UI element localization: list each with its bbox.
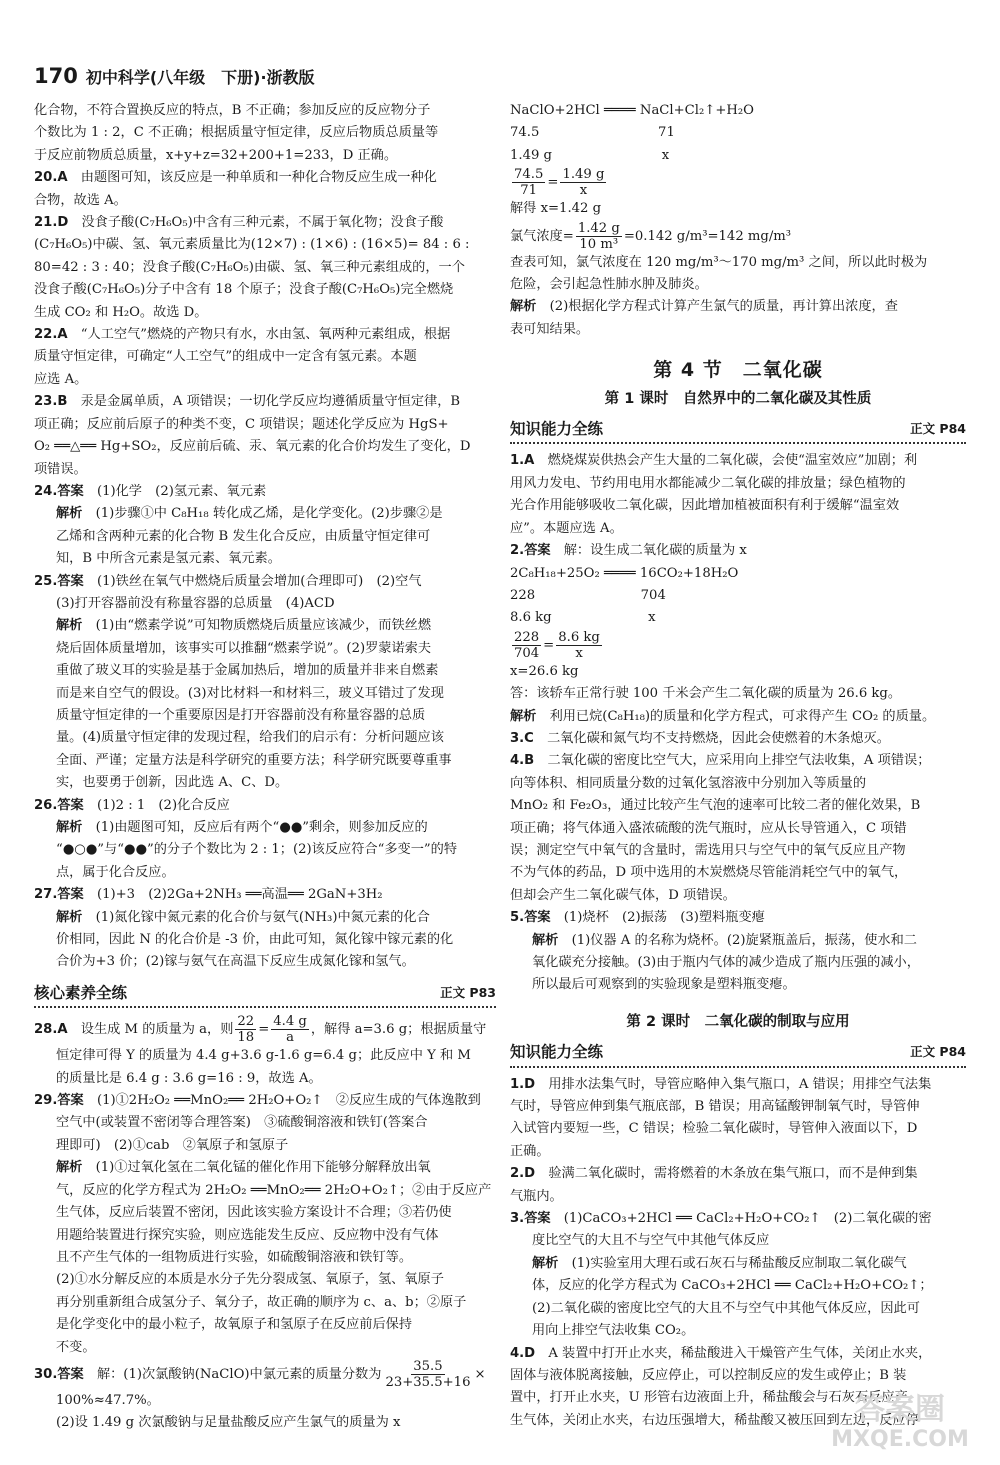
q-number: 5. [510, 910, 525, 926]
fraction-denominator: x [579, 183, 588, 199]
fraction [271, 1014, 309, 1045]
q-number: 1.A [510, 453, 535, 469]
fraction [383, 1359, 472, 1390]
text-line: (1)氮化镓中氮元素的化合价与氨气(NH₃)中氮元素的化合 [95, 909, 430, 925]
q30 [34, 1359, 496, 1435]
mass-row: 228 704 [510, 587, 666, 603]
analysis-label: 解析 [532, 1255, 559, 1271]
r-q2: 2.答案 解：设生成二氧化碳的质量为 x 2C₈H₁₈+25O₂ ════ 16CO₂+18H₂O 228 704 8.6 kg x $\frac{228}{704}$ = $\frac{8.6 kg}{x}$ x=26.6 kg 答：该轿车正常行驶 100 千米会产生二氧化碳的质量为 26.6 kg。 解析 利用已烷(C₈H₁₈)的质量和化学方程式，可求得产生 CO₂ 的质量。 [510, 540, 966, 728]
text-line: 量。(4)质量守恒定律的发现过程，给我们的启示有：分析问题应该 [56, 730, 444, 746]
text-line: 向等体积、相同质量分数的过氧化氢溶液中分别加入等质量的 [510, 775, 867, 791]
q-number: 3. [510, 1211, 525, 1227]
fraction-denominator: 71 [520, 183, 538, 199]
text-line: 不为气体的药品，D 项中选用的木炭燃烧尽管能消耗空气中的氧气， [510, 865, 908, 881]
text-line: 价相同，因此 N 的化合价是 -3 价，由此可知，氮化镓中镓元素的化 [56, 932, 454, 948]
text-line: 燃烧煤炭供热会产生大量的二氧化碳，会使“温室效应”加剧；利 [547, 453, 918, 469]
text-line: 解：(1)次氯酸钠(NaClO)中氯元素的质量分数为 [96, 1366, 382, 1382]
fraction-numerator: 74.5 [514, 167, 544, 183]
text-line: 验满二氧化碳时，需将燃着的木条放在集气瓶口，而不是伸到集 [548, 1166, 918, 1182]
fraction [512, 167, 545, 198]
answer-label: 答案 [57, 797, 84, 813]
fraction [512, 630, 541, 661]
analysis-label: 解析 [56, 1160, 83, 1176]
text-line: 用风力发电、节约用电用水都能减少二氧化碳的排放量；绿色植物的 [510, 475, 906, 491]
page-reference: 正文 P84 [910, 1044, 966, 1060]
q-number: 22.A [34, 327, 68, 343]
text-line: 项正确；将气体通入盛浓硫酸的洗气瓶时，应从长导管通入，C 项错 [510, 820, 907, 836]
page-reference: 正文 P84 [910, 421, 966, 437]
text-line: 是化学变化中的最小粒子，故氧原子和氢原子在反应前后保持 [56, 1317, 413, 1333]
answer-label: 答案 [57, 1093, 84, 1109]
text-line: 全面、严谨；定量方法是科学研究的重要方法；科学研究既要尊重事 [56, 752, 452, 768]
q24 [34, 481, 496, 571]
q-number: 26. [34, 797, 58, 813]
q-number: 29. [34, 1093, 58, 1109]
text-line: 氯气浓度= [510, 228, 574, 244]
answer-text: (3)打开容器前没有称量容器的总质量 (4)ACD [56, 595, 335, 611]
s-q3 [510, 1208, 966, 1342]
q-number: 23.B [34, 394, 68, 410]
page-header [34, 64, 315, 88]
answer-text: 度比空气的大且不与空气中其他气体反应 [532, 1233, 770, 1249]
fraction [576, 221, 622, 252]
analysis-label: 解析 [510, 708, 537, 724]
text-line: 查表可知，氯气浓度在 120 mg/m³～170 mg/m³ 之间，所以此时极为 [510, 254, 928, 270]
text-line: x=26.6 kg [510, 663, 579, 679]
q-number: 30. [34, 1366, 58, 1382]
text-line: (1)由题图可知，反应后有两个“●●”剩余，则参加反应的 [95, 820, 428, 835]
text-line: 解得 x=1.42 g [510, 201, 602, 217]
text-line: 乙烯和含两种元素的化合物 B 发生化合反应，由质量守恒定律可 [56, 528, 431, 544]
text-line: =0.142 g/m³=142 mg/m³ [623, 228, 792, 244]
text-line: 汞是金属单质，A 项错误；一切化学反应均遵循质量守恒定律，B [80, 394, 461, 410]
text-line: 生成 CO₂ 和 H₂O。故选 D。 [34, 304, 208, 320]
answer-text: 理即可) (2)①cab ②氧原子和氢原子 [56, 1137, 289, 1153]
fraction-numerator: 1.49 g [562, 167, 605, 183]
text-line: 没食子酸(C₇H₆O₅)分子中含有 18 个原子；没食子酸(C₇H₆O₅)完全燃烧 [34, 282, 454, 298]
q-number: 4.B [510, 753, 535, 769]
text-line: 入试管内要短一些，C 错误；检验二氧化碳时，导管伸入液面以下，D [510, 1121, 918, 1137]
chemical-equation: NaClO+2HCl ════ NaCl+Cl₂↑+H₂O [510, 103, 754, 118]
q28 [34, 1014, 496, 1090]
text-line: 氧化碳充分接触。(3)由于瓶内气体的减少造成了瓶内压强的减小， [532, 955, 920, 970]
core-literacy-bar [34, 982, 496, 1008]
text-line: 项正确；反应前后原子的种类不变，C 项错误；题述化学反应为 HgS+ [34, 416, 449, 432]
text-line: 再分别重新组合成氢分子、氧分子，故正确的顺序为 c、a、b；②原子 [56, 1294, 467, 1310]
text-line: 用向上排空气法收集 CO₂。 [532, 1323, 695, 1339]
text-line: 质量守恒定律，可确定“人工空气”的组成中一定含有氢元素。本题 [34, 349, 417, 365]
text-line: (1)由“燃素学说”可知物质燃烧后质量应该减少，而铁丝燃 [95, 618, 432, 634]
answer-label: 答案 [57, 1366, 84, 1382]
text-line: 设生成 M 的质量为 a，则 [80, 1022, 234, 1038]
text-line: 80=42 : 3 : 40；没食子酸(C₇H₆O₅)由碳、氢、氧三种元素组成的，一个 [34, 259, 465, 275]
text-line: 恒定律可得 Y 的质量为 4.4 g+3.6 g-1.6 g=6.4 g；此反应中 Y 和 M [56, 1048, 471, 1064]
text-line: 由题图可知，该反应是一种单质和一种化合物反应生成一种化 [80, 170, 437, 186]
fraction-denominator: 23+35.5+16 [385, 1374, 471, 1390]
fraction [235, 1014, 256, 1045]
answer-text: (1)铁丝在氧气中燃烧后质量会增加(合理即可) (2)空气 [96, 573, 422, 589]
analysis-label: 解析 [510, 299, 537, 315]
r-q4 [510, 750, 966, 907]
answer-label: 答案 [57, 483, 84, 499]
text-line: 用题给装置进行探究实验，则应选能发生反应、反应物中没有气体 [56, 1227, 439, 1243]
analysis-label: 解析 [56, 820, 83, 835]
q-number: 20.A [34, 170, 68, 186]
text-line: ，解得 a=3.6 g；根据质量守 [310, 1022, 487, 1038]
fraction-numerator: 1.42 g [577, 220, 620, 236]
text-line: A 装置中打开止水夹，稀盐酸进入干燥管产生气体，关闭止水夹， [548, 1345, 932, 1361]
text-line: “人工空气”燃烧的产物只有水，水由氢、氧两种元素组成，根据 [80, 327, 451, 343]
text-line: 二氧化碳的密度比空气大，应采用向上排空气法收集，A 项错误； [547, 753, 931, 769]
q-number: 2.D [510, 1166, 536, 1182]
text-line: (1)实验室用大理石或石灰石与稀盐酸反应制取二氧化碳气 [571, 1255, 907, 1271]
text-line: × [474, 1366, 486, 1382]
answer-label: 答案 [57, 573, 84, 589]
text-line: 个数比为 1 : 2，C 不正确；根据质量守恒定律，反应后物质总质量等 [34, 125, 439, 141]
page-number: 170 [34, 64, 78, 88]
answer-text: (1)①2H₂O₂ ══MnO₂══ 2H₂O+O₂↑ ②反应生成的气体逸散到 [96, 1093, 481, 1109]
text-line: 气，反应的化学方程式为 2H₂O₂ ══MnO₂══ 2H₂O+O₂↑；②由于反应产 [56, 1182, 492, 1198]
fraction-numerator: 22 [237, 1014, 255, 1030]
text-line: 生气体，反应后装置不密闭，因此该实验方案设计不合理；③若仍使 [56, 1205, 452, 1221]
answer-text: (1)2 : 1 (2)化合反应 [96, 797, 230, 813]
text-line: 利用已烷(C₈H₁₈)的质量和化学方程式，可求得产生 CO₂ 的质量。 [549, 708, 936, 724]
answer-text: 解：设生成二氧化碳的质量为 x [563, 543, 747, 559]
text-line: (2)根据化学方程式计算产生氯气的质量，再计算出浓度，查 [549, 299, 898, 315]
fraction-numerator: 4.4 g [273, 1014, 307, 1030]
answer-label: 答案 [524, 1211, 551, 1227]
analysis-label: 解析 [56, 618, 83, 634]
s-q1 [510, 1074, 966, 1164]
chlorine-calc: NaClO+2HCl ════ NaCl+Cl₂↑+H₂O 74.5 71 1.49 g x $\frac{74.5}{71}$ = $\frac{1.49 g}{x}$ 解得 x=1.42 g 氯气浓度= $\frac{1.42 g}{\text{10 m³}}$ =0.142 g/m³=142 mg/m³ 查表可知，氯气浓度在 120 mg/m³～170 mg/m³ 之间，所以此时极为 危险，会引起急性肺水肿及肺炎。 解析 (2)根据化学方程式计算产生氯气的质量，再计算出浓度，查 表可知结果。 [510, 100, 966, 341]
text-line: 气瓶内。 [510, 1188, 563, 1204]
text-line: 点，属于化合反应。 [56, 864, 175, 880]
answer-label: 答案 [57, 887, 84, 903]
text-line: 应选 A。 [34, 371, 88, 387]
q-number: 28.A [34, 1022, 68, 1038]
analysis-label: 解析 [532, 932, 559, 948]
answer-label: 答案 [524, 543, 551, 559]
watermark-line: MXQE.COM [831, 1427, 969, 1452]
text-line: (2)设 1.49 g 次氯酸钠与足量盐酸反应产生氯气的质量为 x [56, 1415, 401, 1431]
text-line: 体，反应的化学方程式为 CaCO₃+2HCl ══ CaCl₂+H₂O+CO₂↑； [532, 1278, 933, 1294]
fraction-denominator: x [575, 645, 583, 661]
text-line: (1)①过氧化氢在二氧化锰的催化作用下能够分解释放出氧 [95, 1160, 431, 1176]
right-column [510, 100, 966, 1432]
text-line: 置中，打开止水夹，U 形管右边液面上升，稀盐酸会与石灰石反应产 [510, 1390, 908, 1406]
book-title: 初中科学(八年级 下册)·浙教版 [85, 68, 315, 87]
s-q2 [510, 1163, 966, 1208]
text-line: 固体与液体脱离接触，反应停止，可以控制反应的发生或停止；B 装 [510, 1367, 907, 1383]
text-line: 光合作用能够吸收二氧化碳，因此增加植被面积有利于缓解“温室效 [510, 498, 900, 514]
q26 [34, 795, 496, 885]
text-line: 所以最后可观察到的实验现象是塑料瓶变瘪。 [532, 977, 796, 993]
mass-row: 74.5 71 [510, 125, 675, 141]
q29 [34, 1090, 496, 1359]
mass-row: 1.49 g x [510, 147, 670, 163]
fraction [556, 630, 602, 661]
r-q5 [510, 907, 966, 997]
q23 [34, 391, 496, 481]
intro-block [34, 100, 496, 167]
page-reference: 正文 P83 [440, 984, 496, 1000]
text-line: 合物，故选 A。 [34, 192, 127, 208]
text-line: 气时，导管应伸到集气瓶底部，B 错误；用高锰酸钾制氧气时，导管伸 [510, 1099, 920, 1115]
text-line: 重做了玻义耳的实验是基于金属加热后，增加的质量并非来自燃素 [56, 663, 439, 679]
answer-label: 答案 [524, 910, 551, 926]
text-line: 100%≈47.7%。 [56, 1392, 160, 1408]
knowledge-bar-1 [510, 418, 966, 444]
text-line: 误；测定空气中氧气的含量时，需选用只与空气中的氧气反应且产物 [510, 842, 906, 858]
analysis-label: 解析 [56, 506, 83, 522]
q-number: 3.C [510, 730, 534, 746]
fraction-denominator: a [286, 1030, 294, 1046]
text-line: 正确。 [510, 1143, 550, 1159]
text-line: 危险，会引起急性肺水肿及肺炎。 [510, 277, 708, 293]
text-line: 合价为+3 价；(2)镓与氨气在高温下反应生成氮化镓和氢气。 [56, 954, 415, 970]
q20 [34, 167, 496, 212]
text-line: 烧后固体质量增加，该事实可以推翻“燃素学说”。(2)罗蒙诺索夫 [56, 640, 432, 656]
q27 [34, 884, 496, 974]
text-line: 没食子酸(C₇H₆O₅)中含有三种元素，不属于氧化物；没食子酸 [81, 215, 444, 231]
text-line: 用排水法集气时，导管应略伸入集气瓶口，A 错误；用排空气法集 [548, 1076, 932, 1092]
q-number: 25. [34, 573, 58, 589]
text-line: (2)二氧化碳的密度比空气的大且不与空气中其他气体反应，因此可 [532, 1300, 920, 1316]
answer-text: 空气中(或装置不密闭等合理答案) ③硫酸铜溶液和铁钉(答案合 [56, 1115, 428, 1131]
fraction [560, 167, 606, 198]
text-line: 化合物，不符合置换反应的特点，B 不正确；参加反应的反应物分子 [34, 103, 431, 118]
site-watermark [820, 1392, 980, 1455]
text-line: (1)步骤①中 C₈H₁₈ 转化成乙烯，是化学变化。(2)步骤②是 [95, 506, 443, 522]
text-line: (1)仪器 A 的名称为烧杯。(2)旋紧瓶盖后，振荡，使水和二 [571, 932, 917, 948]
fraction-denominator: 10 m³ [579, 236, 619, 252]
analysis-label: 解析 [56, 909, 83, 925]
watermark-line: 答案圈 [855, 1392, 945, 1427]
fraction-denominator: 704 [514, 645, 540, 661]
lesson-title: 第 1 课时 自然界中的二氧化碳及其性质 [604, 390, 872, 407]
text-line: 实，也要勇于创新，因此选 A、C、D。 [56, 775, 289, 791]
text-line: 表可知结果。 [510, 321, 590, 337]
left-column [34, 100, 496, 1435]
answer-text: (1)+3 (2)2Ga+2NH₃ ══高温══ 2GaN+3H₂ [96, 887, 383, 903]
fraction-numerator: 35.5 [413, 1358, 443, 1374]
text-line: 应”。本题应选 A。 [510, 520, 623, 536]
text-line: 且不产生气体的一组物质进行实验，如硫酸铜溶液和铁钉等。 [56, 1249, 413, 1265]
section-bar-title: 知识能力全练 [510, 420, 604, 439]
q25 [34, 571, 496, 795]
text-line: 知，B 中所含元素是氢元素、氧元素。 [56, 551, 281, 567]
text-line: 生气体，关闭止水夹，右边压强增大，稀盐酸又被压回到左边，反应停 [510, 1412, 919, 1428]
answer-text: (1)CaCO₃+2HCl ══ CaCl₂+H₂O+CO₂↑ (2)二氧化碳的密 [563, 1211, 932, 1227]
text-line: (C₇H₆O₅)中碳、氢、氧元素质量比为(12×7) : (1×6) : (16×5)= 84 : 6 : [34, 237, 470, 253]
fraction-numerator: 228 [514, 629, 540, 645]
text-line: MnO₂ 和 Fe₂O₃，通过比较产生气泡的速率可比较二者的催化效果，B [510, 798, 921, 814]
q22 [34, 324, 496, 391]
text-line: 质量守恒定律的一个重要原因是打开容器前没有称量容器的总质 [56, 707, 426, 723]
q-number: 27. [34, 887, 58, 903]
answer-text: (1)烧杯 (2)振荡 (3)塑料瓶变瘪 [563, 910, 765, 926]
q-number: 24. [34, 483, 58, 499]
fraction-denominator: 18 [237, 1030, 255, 1046]
text-line: 答：该轿车正常行驶 100 千米会产生二氧化碳的质量为 26.6 kg。 [510, 686, 902, 702]
q21 [34, 212, 496, 324]
q-number: 1.D [510, 1076, 536, 1092]
section-bar-title: 核心素养全练 [34, 983, 128, 1002]
text-line: O₂ ══△══ Hg+SO₂，反应前后硫、汞、氧元素的化合价均发生了变化，D [34, 439, 471, 455]
text-line: 但却会产生二氧化碳气体，D 项错误。 [510, 887, 736, 903]
text-line: 项错误。 [34, 461, 87, 477]
fraction-numerator: 8.6 kg [558, 629, 600, 645]
text-line: 二氧化碳和氮气均不支持燃烧，因此会使燃着的木条熄灭。 [547, 730, 890, 746]
knowledge-bar-2 [510, 1041, 966, 1067]
chemical-equation: 2C₈H₁₈+25O₂ ════ 16CO₂+18H₂O [510, 565, 739, 581]
q-number: 4.D [510, 1345, 536, 1361]
text-line: “●○●”与“●●”的分子个数比为 2 : 1；(2)该反应符合“多变一”的特 [56, 842, 458, 858]
equals-sign: = [258, 1022, 270, 1038]
lesson-title: 第 2 课时 二氧化碳的制取与应用 [626, 1013, 850, 1030]
answer-text: (1)化学 (2)氢元素、氧元素 [96, 483, 267, 499]
section-title: 第 4 节 二氧化碳 [653, 359, 823, 382]
q-number: 21.D [34, 215, 69, 231]
r-q3 [510, 728, 966, 750]
section-bar-title: 知识能力全练 [510, 1043, 604, 1062]
text-line: 不变。 [56, 1339, 96, 1355]
text-line: 而是来自空气的假设。(3)对比材料一和材料三，玻义耳错过了发现 [56, 685, 444, 701]
q-number: 2. [510, 543, 525, 559]
text-line: 的质量比是 6.4 g : 3.6 g=16 : 9，故选 A。 [56, 1070, 322, 1086]
text-line: 于反应前物质总质量，x+y+z=32+200+1=233，D 正确。 [34, 147, 398, 163]
mass-row: 8.6 kg x [510, 610, 656, 626]
r-q1 [510, 450, 966, 540]
text-line: (2)①水分解反应的本质是水分子先分裂成氢、氧原子，氢、氧原子 [56, 1272, 444, 1288]
